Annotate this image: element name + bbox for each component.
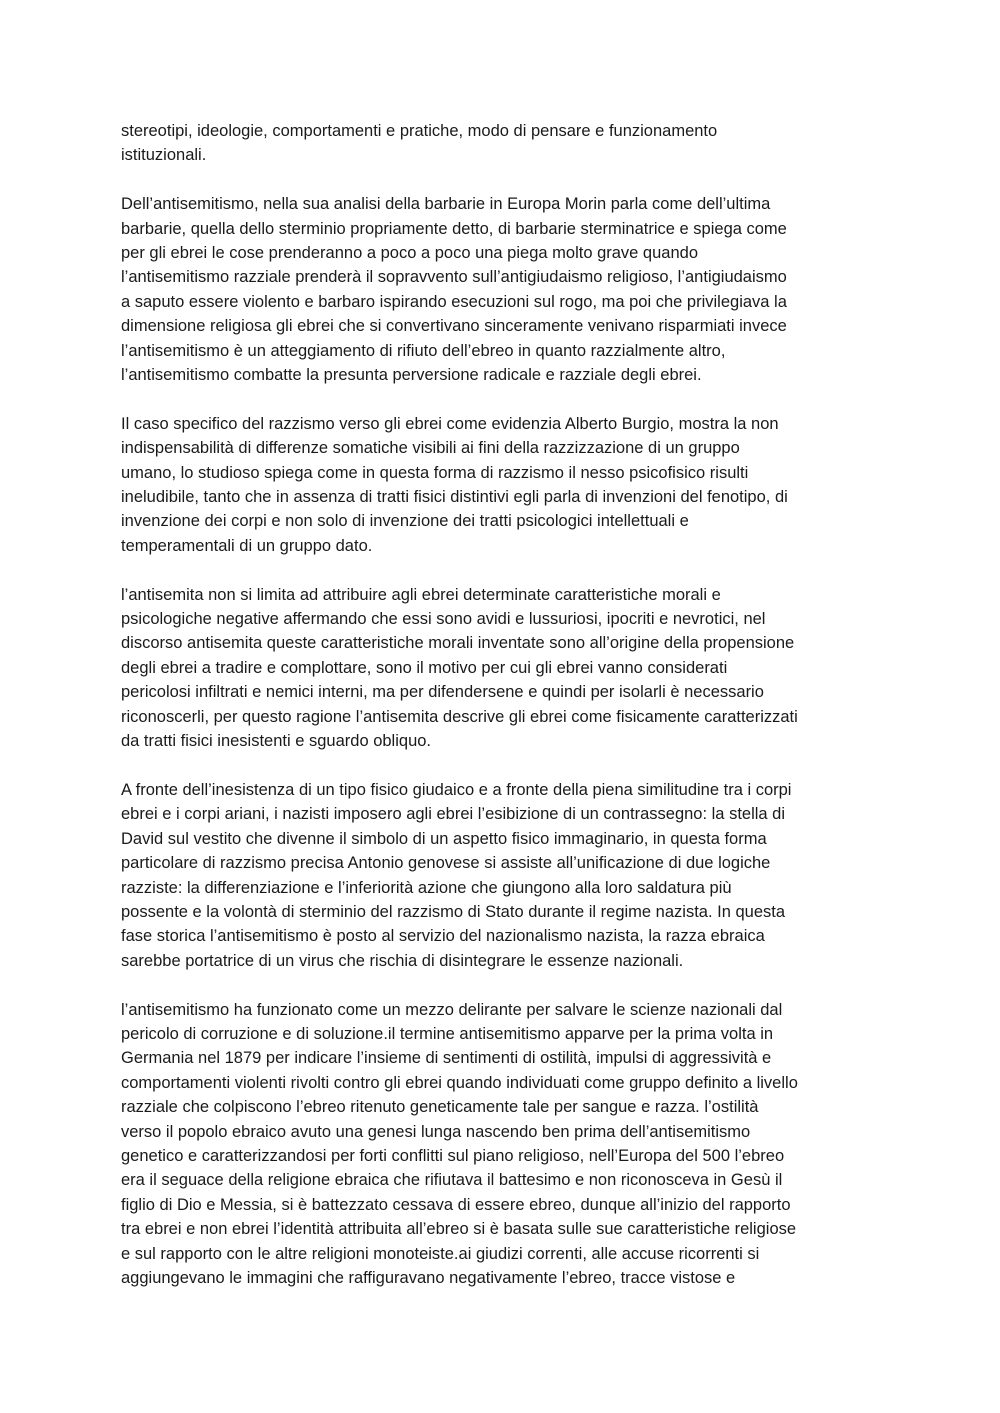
- paragraph: A fronte dell’inesistenza di un tipo fisico giudaico e a fronte della piena similitudine tra i corpi ebrei e i corpi ariani, i nazisti imposero agli ebrei l’esibizione di un contrassegno: la stella di David sul vestito che divenne il simbolo di un aspetto fisico immaginario, in questa forma particolare di razzismo precisa Antonio genovese si assiste all’unificazione di due logiche razziste: la differenziazione e l’inferiorità azione che giungono alla loro saldatura più possente e la volontà di sterminio del razzismo di Stato durante il regime nazista. In questa fase storica l’antisemitismo è posto al servizio del nazionalismo nazista, la razza ebraica sarebbe portatrice di un virus che rischia di disintegrare le essenze nazionali.: [121, 780, 792, 970]
- document-page: [121, 119, 891, 1290]
- paragraph: Il caso specifico del razzismo verso gli ebrei come evidenzia Alberto Burgio, mostra la non indispensabilità di differenze somatiche visibili ai fini della razzizzazione di un gruppo umano, lo studioso spiega come in questa forma di razzismo il nesso psicofisico risulti ineludibile, tanto che in assenza di tratti fisici distintivi egli parla di invenzioni del fenotipo, di invenzione dei corpi e non solo di invenzione dei tratti psicologici intellettuali e temperamentali di un gruppo dato.: [121, 414, 788, 555]
- paragraph: Dell’antisemitismo, nella sua analisi della barbarie in Europa Morin parla come dell’ultima barbarie, quella dello sterminio propriamente detto, di barbarie sterminatrice e spiega come per gli ebrei le cose prenderanno a poco a poco una piega molto grave quando l’antisemitismo razziale prenderà il sopravvento sull’antigiudaismo religioso, l’antigiudaismo a saputo essere violento e barbaro ispirando esecuzioni sul rogo, ma poi che privilegiava la dimensione religiosa gli ebrei che si convertivano sinceramente venivano risparmiati invece l’antisemitismo è un atteggiamento di rifiuto dell’ebreo in quanto razzialmente altro, l’antisemitismo combatte la presunta perversione radicale e razziale degli ebrei.: [121, 195, 787, 385]
- paragraph: l’antisemitismo ha funzionato come un mezzo delirante per salvare le scienze nazionali dal pericolo di corruzione e di soluzione.il termine antisemitismo apparve per la prima volta in Germania nel 1879 per indicare l’insieme di sentimenti di ostilità, impulsi di aggressività e comportamenti violenti rivolti contro gli ebrei quando individuati come gruppo definito a livello razziale che colpiscono l’ebreo ritenuto geneticamente tale per sangue e razza. l’ostilità verso il popolo ebraico avuto una genesi lunga nascendo ben prima dell’antisemitismo genetico e caratterizzandosi per forti conflitti sul piano religioso, nell’Europa del 500 l’ebreo era il seguace della religione ebraica che rifiutava il battesimo e non riconosceva in Gesù il figlio di Dio e Messia, si è battezzato cessava di essere ebreo, dunque all’inizio del rapporto tra ebrei e non ebrei l’identità attribuita all’ebreo si è basata sulle sue caratteristiche religiose e sul rapporto con le altre religioni monoteiste.ai giudizi correnti, alle accuse ricorrenti si aggiungevano le immagini che raffiguravano negativamente l’ebreo, tracce vistose e: [121, 1000, 798, 1288]
- paragraph: l’antisemita non si limita ad attribuire agli ebrei determinate caratteristiche morali e psicologiche negative affermando che essi sono avidi e lussuriosi, ipocriti e nevrotici, nel discorso antisemita queste caratteristiche morali inventate sono all’origine della propensione degli ebrei a tradire e complottare, sono il motivo per cui gli ebrei vanno considerati pericolosi infiltrati e nemici interni, ma per difendersene e quindi per isolarli è necessario riconoscerli, per questo ragione l’antisemita descrive gli ebrei come fisicamente caratterizzati da tratti fisici inesistenti e sguardo obliquo.: [121, 585, 798, 751]
- paragraph: stereotipi, ideologie, comportamenti e pratiche, modo di pensare e funzionamento istituzionali.: [121, 122, 718, 165]
